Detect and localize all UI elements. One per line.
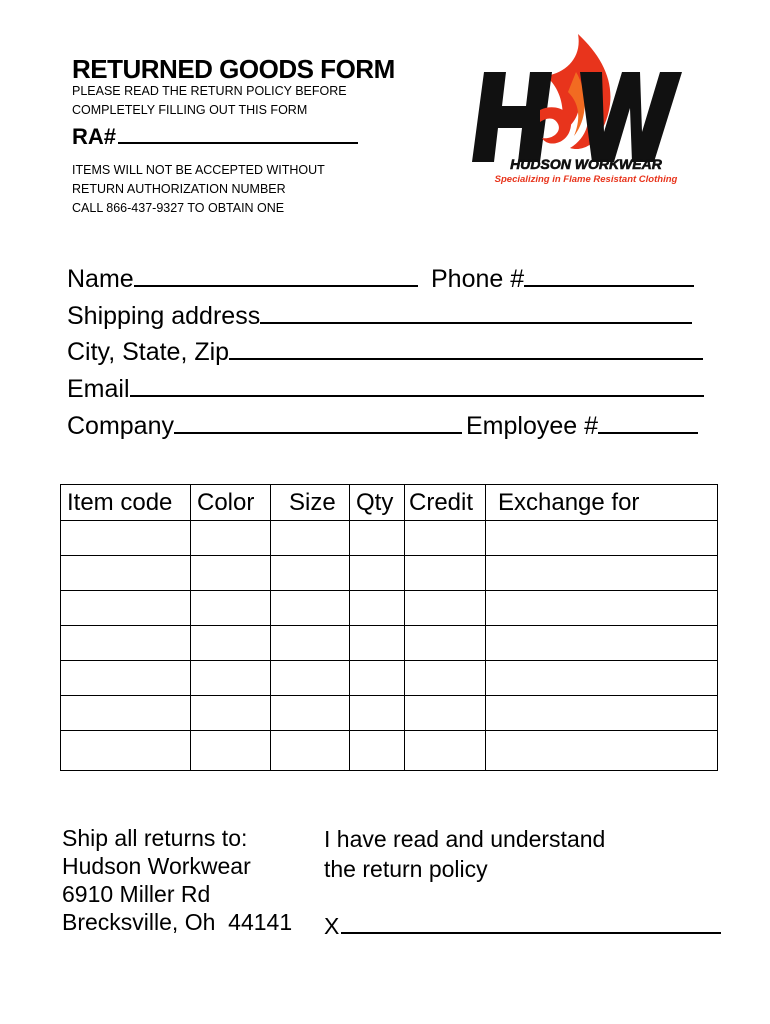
exchange-cell[interactable]: [486, 555, 718, 590]
header-size: Size: [271, 485, 350, 521]
qty-cell[interactable]: [350, 660, 405, 695]
policy-note: [72, 82, 347, 120]
return-address-heading: Ship all returns to:: [62, 825, 248, 851]
company-blank[interactable]: [174, 410, 462, 434]
city-state-zip-blank[interactable]: [229, 336, 703, 360]
warning-line-1: ITEMS WILL NOT BE ACCEPTED WITHOUT: [72, 163, 325, 177]
city-state-zip-label: City, State, Zip: [67, 338, 230, 366]
item-code-cell[interactable]: [61, 660, 191, 695]
credit-cell[interactable]: [405, 625, 486, 660]
returns-table: [60, 484, 718, 771]
table-row: [61, 695, 718, 730]
qty-cell[interactable]: [350, 555, 405, 590]
policy-note-line-2: COMPLETELY FILLING OUT THIS FORM: [72, 103, 308, 117]
email-label: Email: [67, 375, 130, 403]
exchange-cell[interactable]: [486, 521, 718, 556]
size-cell[interactable]: [271, 555, 350, 590]
exchange-cell[interactable]: [486, 660, 718, 695]
color-cell[interactable]: [191, 555, 271, 590]
color-cell[interactable]: [191, 625, 271, 660]
item-code-cell[interactable]: [61, 555, 191, 590]
monogram-w: [580, 72, 682, 162]
signature-blank[interactable]: [341, 912, 721, 934]
ra-blank[interactable]: [118, 124, 358, 144]
table-row: [61, 660, 718, 695]
employee-label: Employee #: [466, 412, 599, 440]
return-address-company: Hudson Workwear: [62, 853, 251, 879]
item-code-cell[interactable]: [61, 695, 191, 730]
warning-line-3: CALL 866-437-9327 TO OBTAIN ONE: [72, 201, 285, 215]
header-item-code: Item code: [61, 485, 191, 521]
phone-blank[interactable]: [524, 263, 694, 287]
logo-name: HUDSON WORKWEAR: [510, 156, 662, 172]
size-cell[interactable]: [271, 695, 350, 730]
company-label: Company: [67, 412, 174, 440]
employee-field[interactable]: [466, 410, 698, 442]
exchange-cell[interactable]: [486, 590, 718, 625]
shipping-address-label: Shipping address: [67, 302, 261, 330]
policy-acknowledgement: [324, 824, 605, 884]
qty-cell[interactable]: [350, 590, 405, 625]
logo-tagline: Specializing in Flame Resistant Clothing: [494, 174, 678, 185]
signature-field[interactable]: [324, 912, 721, 940]
color-cell[interactable]: [191, 590, 271, 625]
ra-field[interactable]: [72, 124, 358, 150]
shipping-address-field[interactable]: [67, 300, 692, 332]
size-cell[interactable]: [271, 521, 350, 556]
item-code-cell[interactable]: [61, 730, 191, 770]
credit-cell[interactable]: [405, 590, 486, 625]
ra-label: RA#: [72, 124, 117, 149]
size-cell[interactable]: [271, 730, 350, 770]
table-row: [61, 730, 718, 770]
return-address-city: Brecksville, Oh 44141: [62, 909, 293, 935]
phone-label: Phone #: [431, 265, 525, 293]
city-state-zip-field[interactable]: [67, 336, 703, 368]
hudson-workwear-logo: [470, 32, 698, 187]
credit-cell[interactable]: [405, 521, 486, 556]
email-field[interactable]: [67, 373, 704, 405]
credit-cell[interactable]: [405, 730, 486, 770]
name-label: Name: [67, 265, 134, 293]
item-code-cell[interactable]: [61, 625, 191, 660]
color-cell[interactable]: [191, 730, 271, 770]
credit-cell[interactable]: [405, 660, 486, 695]
authorization-warning: [72, 161, 325, 218]
employee-blank[interactable]: [598, 410, 698, 434]
table-header-row: [61, 485, 718, 521]
qty-cell[interactable]: [350, 521, 405, 556]
form-title: RETURNED GOODS FORM: [72, 54, 395, 84]
name-blank[interactable]: [134, 263, 418, 287]
credit-cell[interactable]: [405, 695, 486, 730]
exchange-cell[interactable]: [486, 625, 718, 660]
size-cell[interactable]: [271, 590, 350, 625]
exchange-cell[interactable]: [486, 730, 718, 770]
exchange-cell[interactable]: [486, 695, 718, 730]
signature-mark: X: [324, 913, 340, 939]
color-cell[interactable]: [191, 660, 271, 695]
return-address: [62, 824, 292, 936]
return-address-street: 6910 Miller Rd: [62, 881, 211, 907]
warning-line-2: RETURN AUTHORIZATION NUMBER: [72, 182, 286, 196]
header-exchange-for: Exchange for: [486, 485, 718, 521]
header-color: Color: [191, 485, 271, 521]
shipping-address-blank[interactable]: [260, 300, 692, 324]
company-field[interactable]: [67, 410, 462, 442]
credit-cell[interactable]: [405, 555, 486, 590]
acknowledgement-line-2: the return policy: [324, 856, 488, 882]
table-row: [61, 555, 718, 590]
table-row: [61, 625, 718, 660]
policy-note-line-1: PLEASE READ THE RETURN POLICY BEFORE: [72, 84, 347, 98]
header-qty: Qty: [350, 485, 405, 521]
name-field[interactable]: [67, 263, 418, 295]
qty-cell[interactable]: [350, 730, 405, 770]
item-code-cell[interactable]: [61, 590, 191, 625]
item-code-cell[interactable]: [61, 521, 191, 556]
phone-field[interactable]: [431, 263, 694, 295]
header-credit: Credit: [405, 485, 486, 521]
size-cell[interactable]: [271, 625, 350, 660]
qty-cell[interactable]: [350, 625, 405, 660]
color-cell[interactable]: [191, 521, 271, 556]
acknowledgement-line-1: I have read and understand: [324, 826, 606, 852]
table-row: [61, 590, 718, 625]
table-row: [61, 521, 718, 556]
email-blank[interactable]: [130, 373, 704, 397]
size-cell[interactable]: [271, 660, 350, 695]
qty-cell[interactable]: [350, 695, 405, 730]
color-cell[interactable]: [191, 695, 271, 730]
